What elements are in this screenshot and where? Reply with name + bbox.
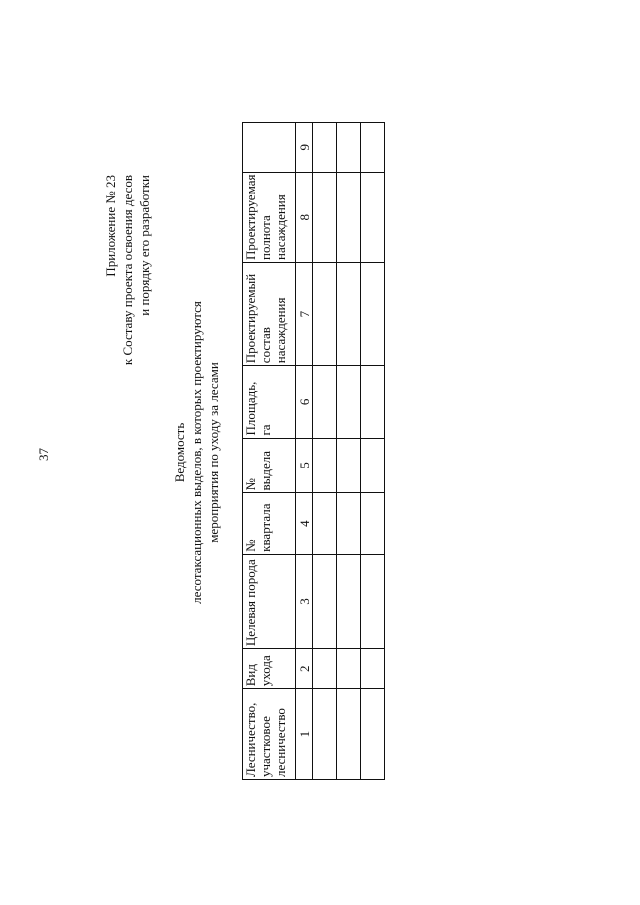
- table-cell: [313, 554, 337, 648]
- table-row: [361, 123, 385, 780]
- table-cell: [361, 438, 385, 493]
- header-cell: Проектируемый состав насаждения: [243, 262, 296, 365]
- header-cell: № выдела: [243, 438, 296, 493]
- table-cell: [313, 262, 337, 365]
- appendix-line-3: и порядку его разработки: [137, 175, 152, 316]
- title-line-2: лесотаксационных выделов, в которых проектируются: [189, 301, 204, 604]
- table-cell: [313, 172, 337, 262]
- column-number: 1: [296, 689, 313, 780]
- table-cell: [313, 649, 337, 689]
- table-cell: [337, 649, 361, 689]
- table-cell: [361, 649, 385, 689]
- header-cell: Площадь, га: [243, 366, 296, 438]
- table-row: [313, 123, 337, 780]
- table-cell: [337, 123, 361, 173]
- table-cell: [337, 262, 361, 365]
- table-cell: [337, 493, 361, 554]
- column-number: 9: [296, 123, 313, 173]
- table-cell: [337, 438, 361, 493]
- table-cell: [361, 172, 385, 262]
- table-cell: [337, 554, 361, 648]
- table-cell: [361, 554, 385, 648]
- header-cell: Целевая порода: [243, 554, 296, 648]
- appendix-line-1: Приложение № 23: [103, 175, 118, 277]
- column-number: 3: [296, 554, 313, 648]
- column-number: 7: [296, 262, 313, 365]
- table-cell: [313, 438, 337, 493]
- column-number: 5: [296, 438, 313, 493]
- table-cell: [361, 689, 385, 780]
- column-number: 2: [296, 649, 313, 689]
- table-cell: [337, 172, 361, 262]
- appendix-note: [102, 175, 153, 365]
- column-number-row: [296, 123, 313, 780]
- title-line-3: мероприятия по уходу за лесами: [206, 362, 221, 543]
- table-cell: [361, 262, 385, 365]
- header-cell: Лесничество, участковое лесничество: [243, 689, 296, 780]
- column-number: 4: [296, 493, 313, 554]
- table-cell: [313, 689, 337, 780]
- header-cell: Проектируемая полнота насаждения: [243, 172, 296, 262]
- column-number: 8: [296, 172, 313, 262]
- table-cell: [337, 366, 361, 438]
- table-cell: [313, 493, 337, 554]
- column-number: 6: [296, 366, 313, 438]
- table-cell: [313, 123, 337, 173]
- table-cell: [361, 123, 385, 173]
- page-number: 37: [36, 448, 51, 461]
- table-cell: [337, 689, 361, 780]
- header-cell: Вид ухода: [243, 649, 296, 689]
- header-cell: № квартала: [243, 493, 296, 554]
- table-cell: [361, 366, 385, 438]
- appendix-line-2: к Составу проекта освоения десов: [120, 175, 135, 366]
- table-header-row: [243, 123, 296, 780]
- title-line-1: Ведомость: [172, 422, 187, 483]
- document-title: [171, 0, 222, 905]
- table-row: [337, 123, 361, 780]
- header-cell: [243, 123, 296, 173]
- forest-units-table: [242, 122, 385, 780]
- table-cell: [313, 366, 337, 438]
- table-cell: [361, 493, 385, 554]
